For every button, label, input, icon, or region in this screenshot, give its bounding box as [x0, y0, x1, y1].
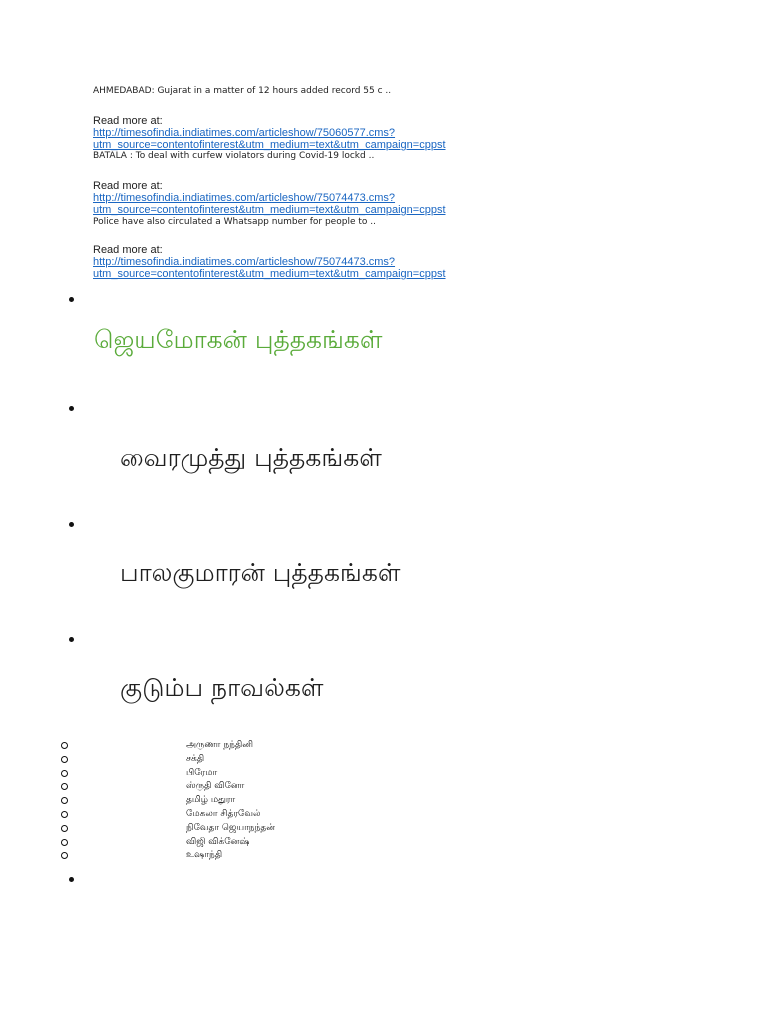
author-name: உஷாந்தி	[186, 850, 223, 861]
article-link[interactable]	[93, 256, 446, 280]
article-link[interactable]	[93, 127, 446, 151]
read-more-block	[93, 180, 446, 216]
read-more-block	[93, 115, 446, 151]
list-item[interactable]	[0, 849, 768, 863]
circle-bullet-icon	[61, 770, 68, 777]
list-item[interactable]	[0, 794, 768, 808]
article-link[interactable]	[93, 192, 446, 216]
author-name: சக்தி	[186, 753, 205, 764]
circle-bullet-icon	[61, 839, 68, 846]
article-link-line1: http://timesofindia.indiatimes.com/articleshow/75074473.cms?	[93, 192, 396, 204]
circle-bullet-icon	[61, 811, 68, 818]
list-bullet	[69, 522, 74, 527]
author-list	[0, 739, 768, 863]
circle-bullet-icon	[61, 742, 68, 749]
article-link-line2: utm_source=contentofinterest&utm_medium=text&utm_campaign=cppst	[93, 204, 446, 216]
circle-bullet-icon	[61, 825, 68, 832]
read-more-label: Read more at:	[93, 115, 163, 127]
list-item[interactable]	[0, 780, 768, 794]
article-link-line1: http://timesofindia.indiatimes.com/articleshow/75074473.cms?	[93, 256, 396, 268]
list-item[interactable]	[0, 753, 768, 767]
list-bullet	[69, 877, 74, 882]
list-bullet	[69, 406, 74, 411]
article-link-line2: utm_source=contentofinterest&utm_medium=text&utm_campaign=cppst	[93, 268, 446, 280]
author-name: விஜி விக்னேஷ்	[186, 836, 250, 847]
article-link-line1: http://timesofindia.indiatimes.com/articleshow/75060577.cms?	[93, 127, 396, 139]
circle-bullet-icon	[61, 756, 68, 763]
list-item[interactable]	[0, 767, 768, 781]
category-heading-vairamuthu[interactable]: வைரமுத்து புத்தகங்கள்	[120, 443, 382, 472]
circle-bullet-icon	[61, 783, 68, 790]
read-more-label: Read more at:	[93, 180, 163, 192]
news-snippet-text: BATALA : To deal with curfew violators during Covid-19 lockd ..	[93, 151, 375, 161]
list-bullet	[69, 637, 74, 642]
circle-bullet-icon	[61, 797, 68, 804]
news-snippet-text: Police have also circulated a Whatsapp number for people to ..	[93, 217, 376, 227]
category-heading-family-novels[interactable]: குடும்ப நாவல்கள்	[120, 673, 324, 702]
list-item[interactable]	[0, 739, 768, 753]
author-name: பிரேமா	[186, 767, 218, 778]
article-link-line2: utm_source=contentofinterest&utm_medium=text&utm_campaign=cppst	[93, 139, 446, 151]
list-item[interactable]	[0, 836, 768, 850]
category-heading-jeyamohan[interactable]: ஜெயமோகன் புத்தகங்கள்	[94, 325, 383, 354]
author-name: அருணா நந்தினி	[186, 740, 254, 750]
list-bullet	[69, 297, 74, 302]
category-heading-balakumaran[interactable]: பாலகுமாரன் புத்தகங்கள்	[120, 558, 401, 587]
list-item[interactable]	[0, 808, 768, 822]
read-more-label: Read more at:	[93, 244, 163, 256]
author-name: நிவேதா ஜெயாநந்தன்	[186, 822, 275, 833]
author-name: ஸ்ருதி வினோ	[186, 781, 245, 792]
author-name: தமிழ் மதுரா	[186, 795, 236, 806]
read-more-block	[93, 244, 446, 280]
list-item[interactable]	[0, 822, 768, 836]
news-snippet-text: AHMEDABAD: Gujarat in a matter of 12 hours added record 55 c ..	[93, 86, 392, 96]
author-name: மேகலா சித்ரவேல்	[186, 808, 261, 819]
circle-bullet-icon	[61, 852, 68, 859]
